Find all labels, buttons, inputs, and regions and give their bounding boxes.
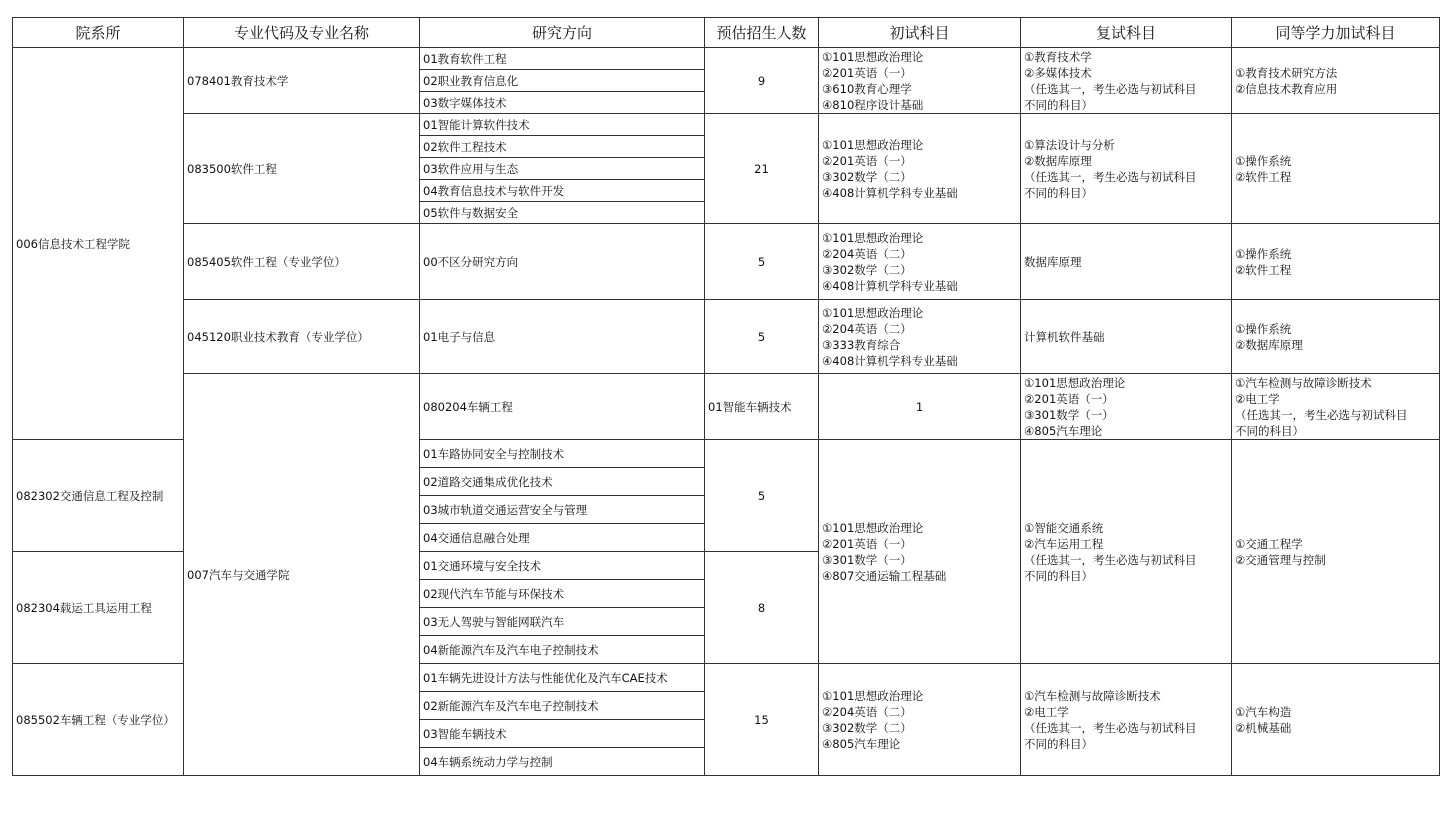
header-exam: 初试科目: [819, 18, 1021, 48]
quota-cell: 1: [819, 374, 1021, 440]
dept-cell: 006信息技术工程学院: [13, 48, 184, 440]
exam-cell: [1021, 374, 1232, 440]
table-row: [13, 224, 1440, 300]
exam-line: ①101思想政治理论: [822, 230, 924, 245]
retest-cell: [1232, 374, 1440, 440]
retest-line: ②电工学: [1235, 391, 1280, 406]
exam-line: ②204英语（二）: [822, 704, 912, 719]
header-row: [13, 18, 1440, 48]
major-cell: 085405软件工程（专业学位）: [184, 224, 420, 300]
direction-cell: 00不区分研究方向: [420, 224, 705, 300]
exam-line: ④408计算机学科专业基础: [822, 278, 958, 293]
direction-cell: 02现代汽车节能与环保技术: [420, 580, 705, 608]
quota-cell: 5: [705, 224, 819, 300]
extra-line: ②交通管理与控制: [1235, 552, 1326, 567]
retest-line: 不同的科目）: [1024, 97, 1093, 112]
exam-line: ③302数学（二）: [822, 262, 912, 277]
exam-line: ③301数学（一）: [1024, 407, 1114, 422]
exam-cell: [819, 664, 1021, 776]
retest-line: （任选其一，考生必选与初试科目: [1024, 552, 1197, 567]
table-row: [13, 374, 1440, 440]
extra-line: ①操作系统: [1235, 321, 1292, 336]
direction-cell: 03数字媒体技术: [420, 92, 705, 114]
exam-line: ②204英语（二）: [822, 246, 912, 261]
extra-cell: [1232, 664, 1440, 776]
direction-cell: 01车路协同安全与控制技术: [420, 440, 705, 468]
retest-line: ①汽车检测与故障诊断技术: [1024, 688, 1161, 703]
extra-line: ②数据库原理: [1235, 337, 1303, 352]
extra-line: ①操作系统: [1235, 246, 1292, 261]
extra-line: ①交通工程学: [1235, 536, 1303, 551]
major-cell: 080204车辆工程: [420, 374, 705, 440]
header-major: 专业代码及专业名称: [184, 18, 420, 48]
exam-line: ①101思想政治理论: [822, 137, 924, 152]
exam-cell: [819, 224, 1021, 300]
extra-cell: [1232, 300, 1440, 374]
retest-cell: 数据库原理: [1021, 224, 1232, 300]
retest-cell: [1021, 114, 1232, 224]
retest-line: 不同的科目）: [1024, 568, 1093, 583]
direction-cell: 02新能源汽车及汽车电子控制技术: [420, 692, 705, 720]
extra-cell: [1232, 440, 1440, 664]
extra-cell: [1232, 48, 1440, 114]
exam-line: ③610教育心理学: [822, 81, 912, 96]
quota-cell: 9: [705, 48, 819, 114]
exam-line: ④408计算机学科专业基础: [822, 353, 958, 368]
retest-line: ②汽车运用工程: [1024, 536, 1104, 551]
direction-cell: 01车辆先进设计方法与性能优化及汽车CAE技术: [420, 664, 705, 692]
retest-line: （任选其一，考生必选与初试科目: [1024, 169, 1197, 184]
retest-line: ①算法设计与分析: [1024, 137, 1115, 152]
direction-cell: 04新能源汽车及汽车电子控制技术: [420, 636, 705, 664]
exam-line: ③302数学（二）: [822, 720, 912, 735]
header-quota: 预估招生人数: [705, 18, 819, 48]
quota-cell: 21: [705, 114, 819, 224]
exam-line: ③302数学（二）: [822, 169, 912, 184]
retest-cell: [1021, 48, 1232, 114]
exam-line: ④810程序设计基础: [822, 97, 924, 112]
major-cell: 082302交通信息工程及控制: [13, 440, 184, 552]
exam-cell: [819, 440, 1021, 664]
direction-cell: 04交通信息融合处理: [420, 524, 705, 552]
extra-line: ②机械基础: [1235, 720, 1292, 735]
major-cell: 078401教育技术学: [184, 48, 420, 114]
exam-line: ③301数学（一）: [822, 552, 912, 567]
retest-line: ①智能交通系统: [1024, 520, 1104, 535]
direction-cell: 01交通环境与安全技术: [420, 552, 705, 580]
direction-cell: 03软件应用与生态: [420, 158, 705, 180]
header-dept: 院系所: [13, 18, 184, 48]
direction-cell: 01智能计算软件技术: [420, 114, 705, 136]
extra-line: ①汽车构造: [1235, 704, 1292, 719]
quota-cell: 8: [705, 552, 819, 664]
exam-line: ③333教育综合: [822, 337, 901, 352]
major-cell: 045120职业技术教育（专业学位）: [184, 300, 420, 374]
major-cell: 082304载运工具运用工程: [13, 552, 184, 664]
retest-cell: [1021, 440, 1232, 664]
major-cell: 085502车辆工程（专业学位）: [13, 664, 184, 776]
retest-line: ②电工学: [1024, 704, 1069, 719]
header-extra: 同等学力加试科目: [1232, 18, 1440, 48]
retest-line: ②数据库原理: [1024, 153, 1092, 168]
quota-cell: 15: [705, 664, 819, 776]
retest-cell: 计算机软件基础: [1021, 300, 1232, 374]
retest-line: 不同的科目）: [1024, 185, 1093, 200]
extra-line: ①教育技术研究方法: [1235, 65, 1338, 80]
direction-cell: 04车辆系统动力学与控制: [420, 748, 705, 776]
header-retest: 复试科目: [1021, 18, 1232, 48]
extra-cell: [1232, 224, 1440, 300]
exam-line: ①101思想政治理论: [822, 305, 924, 320]
retest-cell: [1021, 664, 1232, 776]
header-direction: 研究方向: [420, 18, 705, 48]
retest-line: 不同的科目）: [1024, 736, 1093, 751]
retest-line: （任选其一，考生必选与初试科目: [1235, 407, 1408, 422]
table-row: [13, 48, 1440, 70]
retest-line: ②多媒体技术: [1024, 65, 1092, 80]
exam-line: ①101思想政治理论: [822, 520, 924, 535]
dept-cell: 007汽车与交通学院: [184, 374, 420, 776]
direction-cell: 02软件工程技术: [420, 136, 705, 158]
direction-cell: 01教育软件工程: [420, 48, 705, 70]
direction-cell: 01智能车辆技术: [705, 374, 819, 440]
extra-line: ②信息技术教育应用: [1235, 81, 1338, 96]
extra-line: ②软件工程: [1235, 169, 1292, 184]
exam-line: ④807交通运输工程基础: [822, 568, 947, 583]
direction-cell: 05软件与数据安全: [420, 202, 705, 224]
exam-cell: [819, 300, 1021, 374]
quota-cell: 5: [705, 440, 819, 552]
table-row: [13, 300, 1440, 374]
retest-line: （任选其一，考生必选与初试科目: [1024, 720, 1197, 735]
retest-line: ①教育技术学: [1024, 49, 1092, 64]
exam-line: ②201英语（一）: [822, 153, 912, 168]
extra-line: ②软件工程: [1235, 262, 1292, 277]
quota-cell: 5: [705, 300, 819, 374]
retest-line: 不同的科目）: [1235, 423, 1304, 438]
extra-cell: [1232, 114, 1440, 224]
exam-cell: [819, 114, 1021, 224]
direction-cell: 04教育信息技术与软件开发: [420, 180, 705, 202]
exam-line: ④805汽车理论: [822, 736, 901, 751]
retest-line: ①汽车检测与故障诊断技术: [1235, 375, 1372, 390]
exam-line: ②201英语（一）: [1024, 391, 1114, 406]
exam-line: ②201英语（一）: [822, 65, 912, 80]
exam-line: ②201英语（一）: [822, 536, 912, 551]
direction-cell: 02道路交通集成优化技术: [420, 468, 705, 496]
exam-cell: [819, 48, 1021, 114]
table-row: [13, 114, 1440, 136]
exam-line: ①101思想政治理论: [822, 49, 924, 64]
exam-line: ④805汽车理论: [1024, 423, 1103, 438]
extra-line: ①操作系统: [1235, 153, 1292, 168]
major-cell: 083500软件工程: [184, 114, 420, 224]
exam-line: ②204英语（二）: [822, 321, 912, 336]
retest-line: （任选其一，考生必选与初试科目: [1024, 81, 1197, 96]
direction-cell: 02职业教育信息化: [420, 70, 705, 92]
direction-cell: 01电子与信息: [420, 300, 705, 374]
exam-line: ④408计算机学科专业基础: [822, 185, 958, 200]
admissions-table: [12, 17, 1440, 776]
direction-cell: 03智能车辆技术: [420, 720, 705, 748]
exam-line: ①101思想政治理论: [1024, 375, 1126, 390]
direction-cell: 03城市轨道交通运营安全与管理: [420, 496, 705, 524]
direction-cell: 03无人驾驶与智能网联汽车: [420, 608, 705, 636]
exam-line: ①101思想政治理论: [822, 688, 924, 703]
